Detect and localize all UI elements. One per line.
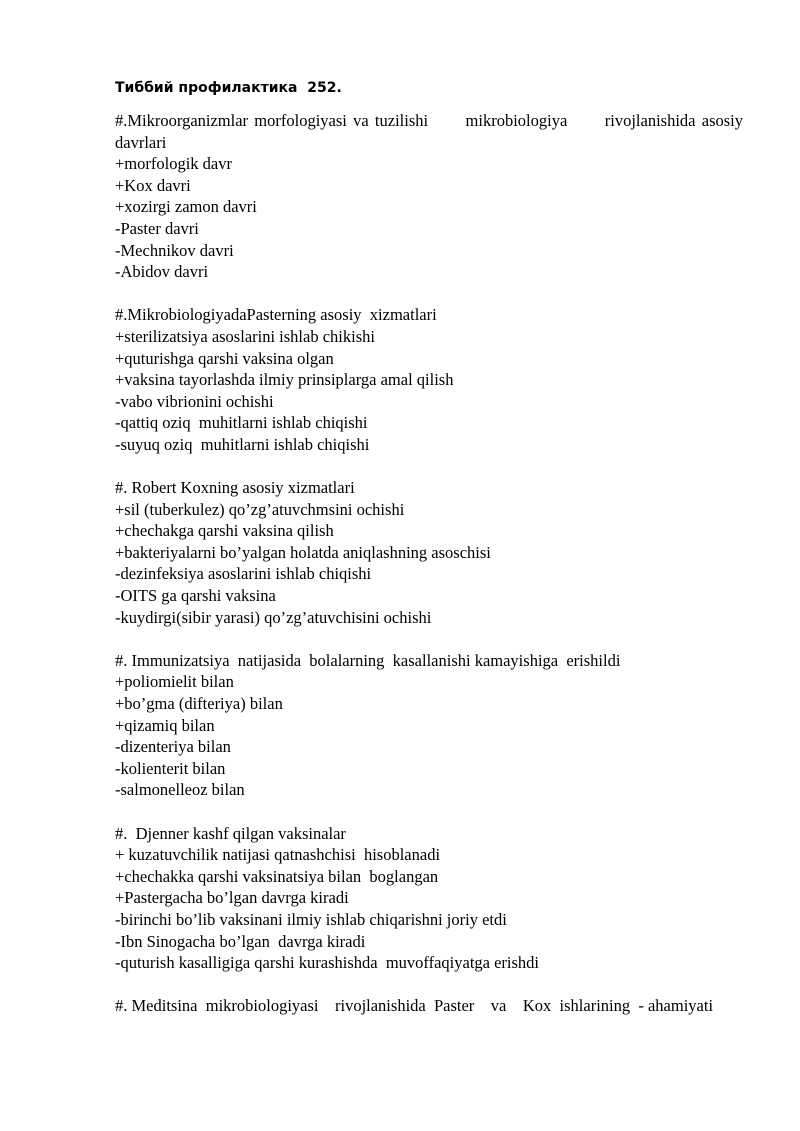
question-block-3 <box>115 477 743 628</box>
question-block-2 <box>115 304 743 455</box>
answer-option: -qattiq oziq muhitlarni ishlab chiqishi <box>115 413 368 433</box>
answer-option: +chechakka qarshi vaksinatsiya bilan boglangan <box>115 866 439 886</box>
answer-option: +poliomielit bilan <box>115 672 234 692</box>
answer-option: +sil (tuberkulez) qo’zg’atuvchmsini ochishi <box>115 499 405 519</box>
answer-option: -OITS ga qarshi vaksina <box>115 586 276 606</box>
answer-option: -dezinfeksiya asoslarini ishlab chiqishi <box>115 564 372 584</box>
answer-option: -salmonelleoz bilan <box>115 780 245 800</box>
answer-option: -Mechnikov davri <box>115 240 234 260</box>
answer-option: +vaksina tayorlashda ilmiy prinsiplarga amal qilish <box>115 370 454 390</box>
answer-option: +xozirgi zamon davri <box>115 197 257 217</box>
question-text: #. Robert Koxning asosiy xizmatlari <box>115 478 355 498</box>
answer-option: -kolienterit bilan <box>115 758 226 778</box>
question-text: #. Meditsina mikrobiologiyasi rivojlanishida Paster va Kox ishlarining - ahamiyati <box>115 996 714 1016</box>
answer-option: -birinchi bo’lib vaksinani ilmiy ishlab chiqarishni joriy etdi <box>115 909 507 929</box>
document-page <box>115 78 748 1039</box>
answer-option: -kuydirgi(sibir yarasi) qo’zg’atuvchisini ochishi <box>115 607 432 627</box>
question-block-1 <box>115 110 748 283</box>
answer-option: +bo’gma (difteriya) bilan <box>115 694 283 714</box>
answer-option: + kuzatuvchilik natijasi qatnashchisi hisoblanadi <box>115 845 441 865</box>
answer-option: +morfologik davr <box>115 154 232 174</box>
question-text: #.Mikroorganizmlar morfologiyasi va tuzilishi mikrobiologiya rivojlanishida asosiy davrlari <box>115 111 748 152</box>
question-block-5 <box>115 823 743 974</box>
answer-option: +bakteriyalarni bo’yalgan holatda aniqlashning asoschisi <box>115 542 491 562</box>
question-text: #. Djenner kashf qilgan vaksinalar <box>115 823 346 843</box>
answer-option: +Kox davri <box>115 175 191 195</box>
question-text: #.MikrobiologiyadaPasterning asosiy xizmatlari <box>115 305 437 325</box>
answer-option: -suyuq oziq muhitlarni ishlab chiqishi <box>115 434 370 454</box>
question-text: #. Immunizatsiya natijasida bolalarning kasallanishi kamayishiga erishildi <box>115 650 621 670</box>
question-block-6 <box>115 995 743 1017</box>
answer-option: +chechakga qarshi vaksina qilish <box>115 521 334 541</box>
answer-option: -dizenteriya bilan <box>115 737 231 757</box>
answer-option: +sterilizatsiya asoslarini ishlab chikishi <box>115 326 375 346</box>
answer-option: +Pastergacha bo’lgan davrga kiradi <box>115 888 349 908</box>
answer-option: +quturishga qarshi vaksina olgan <box>115 348 334 368</box>
answer-option: -Paster davri <box>115 218 199 238</box>
question-block-4 <box>115 650 743 801</box>
document-title: Тиббий профилактика 252. <box>115 80 342 96</box>
answer-option: -Ibn Sinogacha bo’lgan davrga kiradi <box>115 931 366 951</box>
answer-option: -Abidov davri <box>115 262 209 282</box>
answer-option: -vabo vibrionini ochishi <box>115 391 274 411</box>
answer-option: -quturish kasalligiga qarshi kurashishda muvoffaqiyatga erishdi <box>115 953 540 973</box>
answer-option: +qizamiq bilan <box>115 715 215 735</box>
